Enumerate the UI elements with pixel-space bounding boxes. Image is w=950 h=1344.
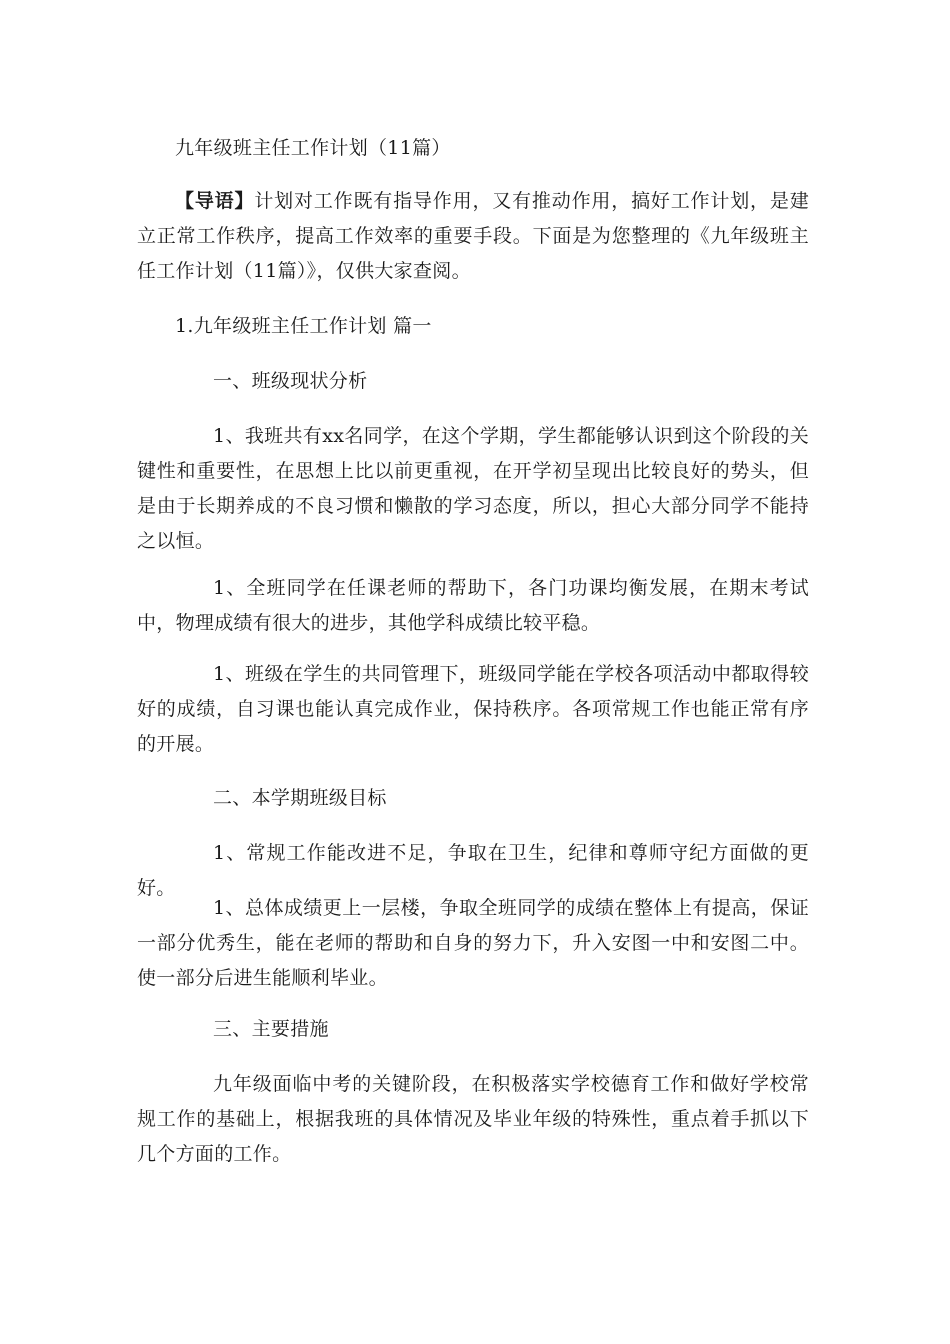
- intro-text: 计划对工作既有指导作用，又有推动作用，搞好工作计划，是建立正常工作秩序，提高工作效率的重要手段。下面是为您整理的《九年级班主任工作计划（11篇）》，仅供大家查阅。: [137, 190, 810, 282]
- part1-heading: 一、班级现状分析: [213, 370, 368, 392]
- section-heading: 1.九年级班主任工作计划 篇一: [175, 315, 432, 337]
- paragraph: 1、班级在学生的共同管理下，班级同学能在学校各项活动中都取得较好的成绩，自习课也能认真完成作业，保持秩序。各项常规工作也能正常有序的开展。: [137, 663, 809, 755]
- paragraph: 1、我班共有xx名同学，在这个学期，学生都能够认识到这个阶段的关键性和重要性，在思想上比以前更重视，在开学初呈现出比较良好的势头，但是由于长期养成的不良习惯和懒散的学习态度，所以，担心大部分同学不能持之以恒。: [137, 425, 809, 552]
- part3-heading: 三、主要措施: [213, 1018, 329, 1040]
- part2-heading: 二、本学期班级目标: [213, 787, 387, 809]
- intro-paragraph: [137, 184, 809, 289]
- paragraph: 1、常规工作能改进不足，争取在卫生，纪律和尊师守纪方面做的更好。: [137, 842, 809, 899]
- document-title: 九年级班主任工作计划（11篇）: [175, 137, 451, 159]
- paragraph: 1、总体成绩更上一层楼，争取全班同学的成绩在整体上有提高，保证一部分优秀生，能在老师的帮助和自身的努力下，升入安图一中和安图二中。使一部分后进生能顺利毕业。: [137, 897, 809, 989]
- paragraph: 九年级面临中考的关键阶段，在积极落实学校德育工作和做好学校常规工作的基础上，根据我班的具体情况及毕业年级的特殊性，重点着手抓以下几个方面的工作。: [137, 1073, 809, 1165]
- intro-label: 【导语】: [175, 190, 255, 212]
- paragraph: 1、全班同学在任课老师的帮助下，各门功课均衡发展，在期末考试中，物理成绩有很大的进步，其他学科成绩比较平稳。: [137, 577, 809, 634]
